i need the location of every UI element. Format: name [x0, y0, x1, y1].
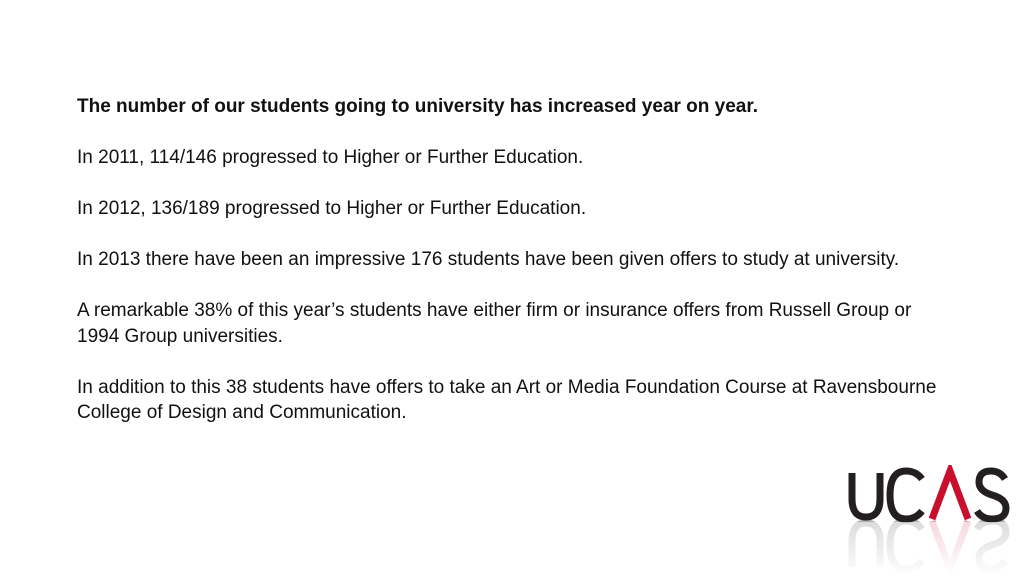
paragraph-2013: In 2013 there have been an impressive 176 students have been given offers to study at university.: [77, 249, 900, 270]
paragraph-foundation-course: In addition to this 38 students have offers to take an Art or Media Foundation Course at Ravensbourne College of Design and Communication.: [77, 376, 937, 423]
ucas-logo: [846, 465, 1012, 576]
paragraph-russell-group: A remarkable 38% of this year’s students have either firm or insurance offers from Russell Group or 1994 Group universities.: [77, 300, 912, 347]
paragraph-2011: In 2011, 114/146 progressed to Higher or Further Education.: [77, 147, 584, 168]
ucas-logo-graphic: [846, 465, 1012, 576]
slide-heading: The number of our students going to university has increased year on year.: [77, 96, 758, 117]
paragraph-2012: In 2012, 136/189 progressed to Higher or Further Education.: [77, 198, 587, 219]
slide-text-body: [77, 94, 957, 451]
